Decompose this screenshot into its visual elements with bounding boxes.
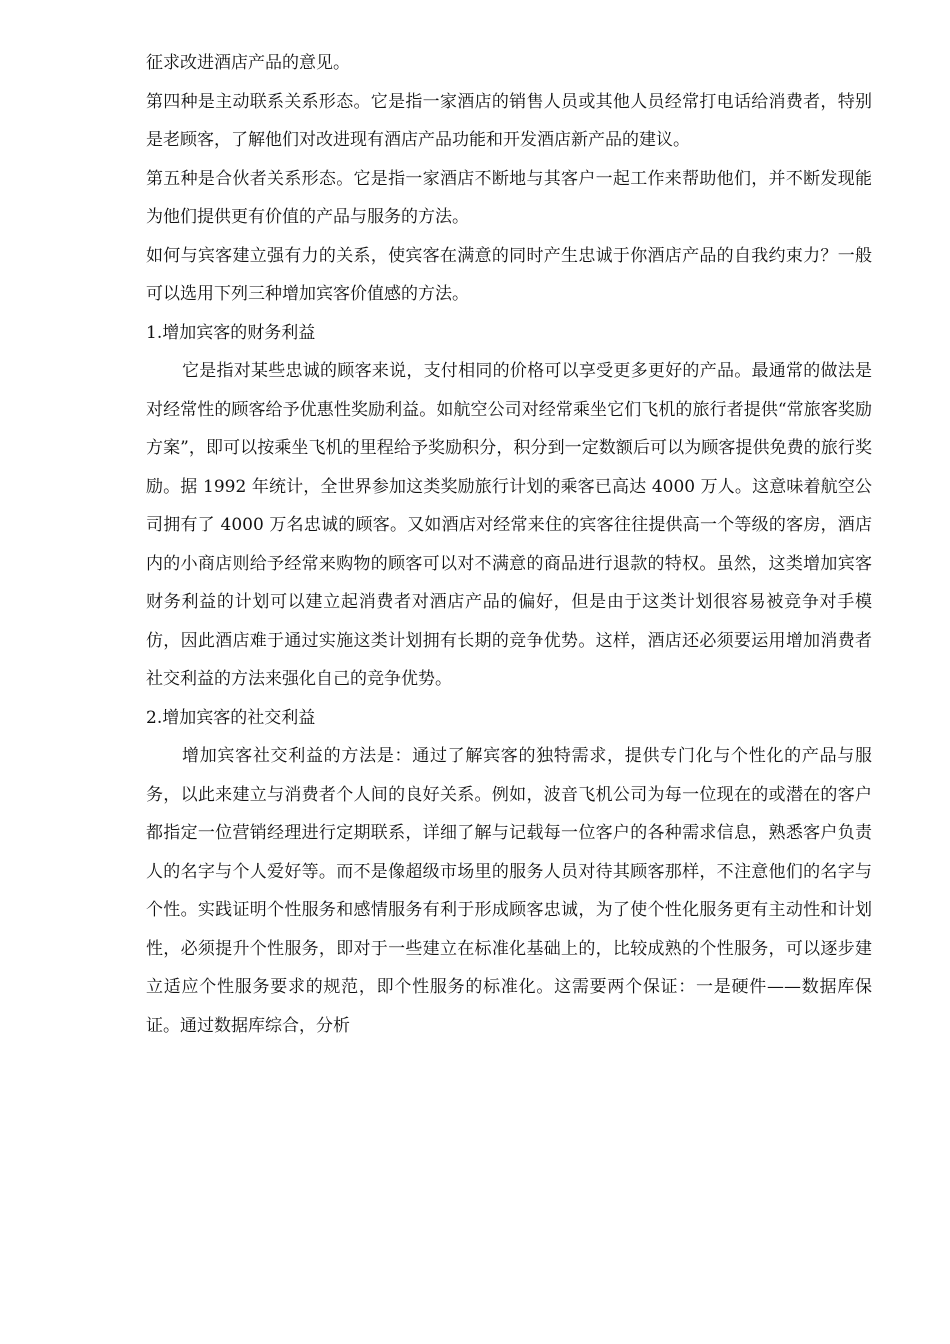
- document-page: [146, 44, 872, 1045]
- paragraph-fifth-form: 第五种是合伙者关系形态。它是指一家酒店不断地与其客户一起工作来帮助他们，并不断发现能为他们提供更有价值的产品与服务的方法。: [146, 168, 872, 227]
- section-heading-financial: 1.增加宾客的财务利益: [146, 322, 316, 343]
- section-heading-social: 2.增加宾客的社交利益: [146, 707, 316, 728]
- paragraph-financial-benefits: 它是指对某些忠诚的顾客来说，支付相同的价格可以享受更多更好的产品。最通常的做法是对经常性的顾客给予优惠性奖励利益。如航空公司对经常乘坐它们飞机的旅行者提供“常旅客奖励方案”，即可以按乘坐飞机的里程给予奖励积分，积分到一定数额后可以为顾客提供免费的旅行奖励。据 1992 年统计，全世界参加这类奖励旅行计划的乘客已高达 4000 万人。这意味着航空公司拥有了 4000 万名忠诚的顾客。又如酒店对经常来住的宾客往往提供高一个等级的客房，酒店内的小商店则给予经常来购物的顾客可以对不满意的商品进行退款的特权。虽然，这类增加宾客财务利益的计划可以建立起消费者对酒店产品的偏好，但是由于这类计划很容易被竞争对手模仿，因此酒店难于通过实施这类计划拥有长期的竞争优势。这样，酒店还必须要运用增加消费者社交利益的方法来强化自己的竞争优势。: [146, 361, 872, 689]
- paragraph-fourth-form: 第四种是主动联系关系形态。它是指一家酒店的销售人员或其他人员经常打电话给消费者，特别是老顾客，了解他们对改进现有酒店产品功能和开发酒店新产品的建议。: [146, 91, 872, 150]
- paragraph-social-benefits: 增加宾客社交利益的方法是：通过了解宾客的独特需求，提供专门化与个性化的产品与服务，以此来建立与消费者个人间的良好关系。例如，波音飞机公司为每一位现在的或潜在的客户都指定一位营销经理进行定期联系，详细了解与记载每一位客户的各种需求信息，熟悉客户负责人的名字与个人爱好等。而不是像超级市场里的服务人员对待其顾客那样，不注意他们的名字与个性。实践证明个性服务和感情服务有利于形成顾客忠诚，为了使个性化服务更有主动性和计划性，必须提升个性服务，即对于一些建立在标准化基础上的，比较成熟的个性服务，可以逐步建立适应个性服务要求的规范，即个性服务的标准化。这需要两个保证：一是硬件——数据库保证。通过数据库综合，分析: [146, 746, 872, 1036]
- paragraph-continuation: 征求改进酒店产品的意见。: [146, 53, 350, 73]
- paragraph-question: 如何与宾客建立强有力的关系，使宾客在满意的同时产生忠诚于你酒店产品的自我约束力？一般可以选用下列三种增加宾客价值感的方法。: [146, 245, 872, 304]
